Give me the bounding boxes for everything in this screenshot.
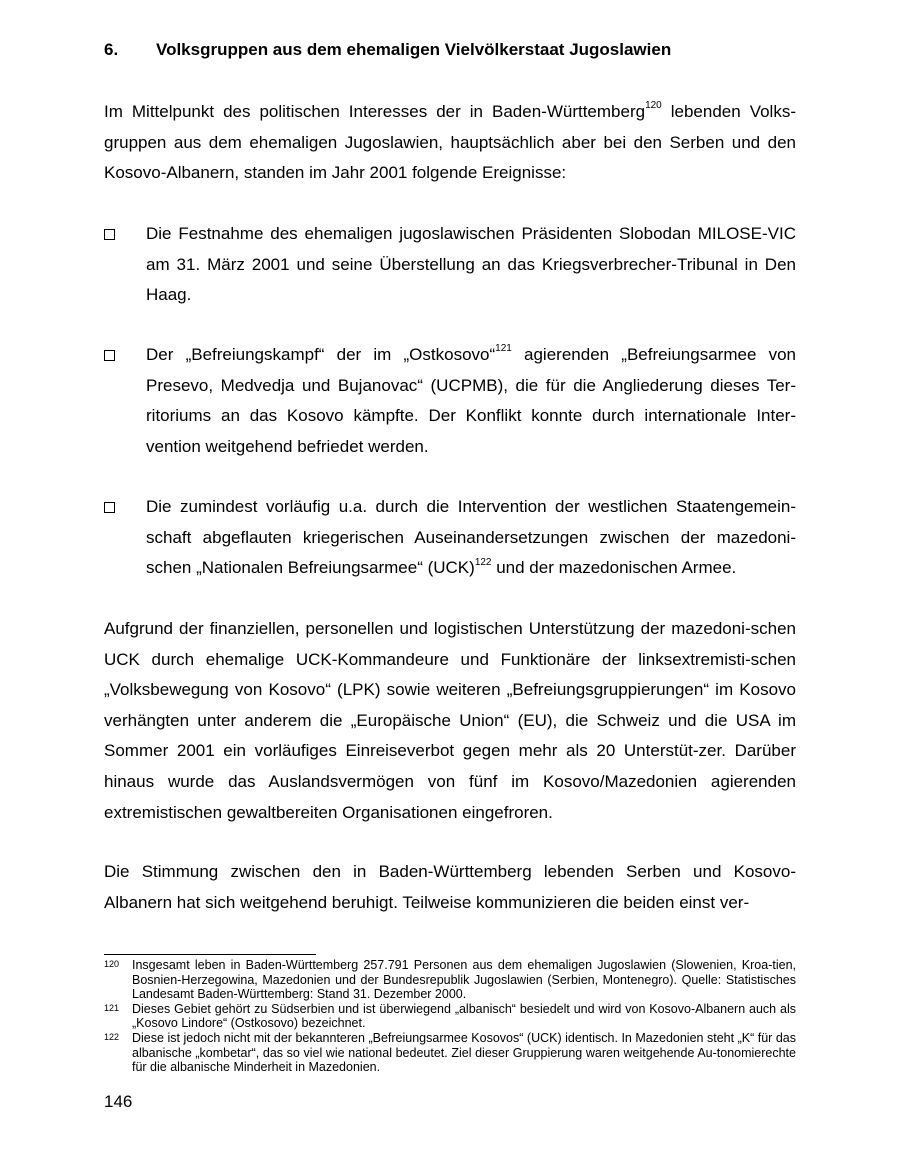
intro-text-start: Im Mittelpunkt des politischen Interesses der in Baden-Württemberg [104, 102, 646, 121]
footnote-number: 122 [104, 1031, 120, 1042]
body-paragraph: Aufgrund der finanziellen, personellen und logistischen Unterstützung der mazedoni-schen UCK durch ehemalige UCK-Kommandeure und Funktionäre der linksextremisti-schen „Volksbewegung von Kosovo“ (LPK) sowie weiteren „Befreiungsgruppierungen“ im Kosovo verhängten unter anderem die „Europäische Union“ (EU), die Schweiz und die USA im Sommer 2001 ein vorläufiges Einreiseverbot gegen mehr als 20 Unterstüt-zer. Darüber hinaus wurde das Auslandsvermögen von fünf im Kosovo/Mazedonien agierenden extremistischen gewaltbereiten Organisationen eingefroren. [104, 619, 796, 822]
bullet-text-end: und der mazedonischen Armee. [491, 558, 737, 578]
intro-paragraph [104, 97, 796, 189]
section-number: 6. [104, 40, 119, 59]
checkbox-bullet-icon [104, 350, 115, 361]
bullet-text-start: Die zumindest vorläufig u.a. durch die Intervention der westlichen Staatengemein-schaft abgeflauten kriegerischen Auseinandersetzungen zwischen der mazedoni-schen „Nationalen Befreiungsarmee“ (UCK) [146, 497, 796, 578]
footnote-divider [104, 954, 316, 955]
bullet-text-end: agierenden „Befreiungsarmee von Presevo, Medvedja und Bujanovac“ (UCPMB), die für die Angliederung dieses Ter-ritoriums an das Kosovo kämpfte. Der Konflikt konnte durch internationale Inter-vention weitgehend befriedet werden. [146, 345, 796, 456]
bullet-text: Die Festnahme des ehemaligen jugoslawischen Präsidenten Slobodan MILOSE-VIC am 31. März 2001 und seine Überstellung an das Kriegsverbrecher-Tribunal in Den Haag. [146, 224, 796, 305]
bullet-text [146, 492, 796, 584]
footnotes [104, 958, 796, 1075]
footnote-122 [104, 1031, 796, 1075]
checkbox-bullet-icon [104, 229, 115, 240]
section-title: Volksgruppen aus dem ehemaligen Vielvölkerstaat Jugoslawien [156, 40, 672, 59]
footnote-text: Diese ist jedoch nicht mit der bekannteren „Befreiungsarmee Kosovos“ (UCK) identisch. In Mazedonien steht „K“ für das albanische „kombetar“, das so viel wie national bedeutet. Ziel dieser Gruppierung waren weitgehende Au-tonomierechte für die albanische Minderheit in Mazedonien. [132, 1030, 796, 1075]
footnote-number: 120 [104, 959, 120, 969]
footnote-number: 121 [104, 1002, 120, 1013]
footnote-120 [104, 958, 796, 1002]
bullet-text [146, 340, 796, 462]
page-number: 146 [104, 1092, 133, 1111]
footnote-ref-120[interactable]: 120 [645, 100, 662, 112]
checkbox-bullet-icon [104, 502, 115, 513]
section-heading [104, 40, 671, 60]
footnote-ref-121[interactable]: 121 [495, 343, 512, 355]
footnote-121 [104, 1002, 796, 1031]
footnote-text: Insgesamt leben in Baden-Württemberg 257.791 Personen aus dem ehemaligen Jugoslawien (Slowenien, Kroa-tien, Bosnien-Herzegowina, Mazedonien und der Bundesrepublik Jugoslawien (Serbien, Montenegro). Quelle: Statistisches Landesamt Baden-Württemberg: Stand 31. Dezember 2000. [132, 958, 796, 1002]
body-paragraph: Die Stimmung zwischen den in Baden-Württemberg lebenden Serben und Kosovo-Albanern hat sich weitgehend beruhigt. Teilweise kommunizieren die beiden einst ver- [104, 862, 796, 912]
bullet-text-start: Der „Befreiungskampf“ der im „Ostkosovo“ [146, 345, 496, 364]
footnote-ref-122[interactable]: 122 [474, 556, 492, 568]
footnote-text: Dieses Gebiet gehört zu Südserbien und ist überwiegend „albanisch“ besiedelt und wird von Kosovo-Albanern auch als „Kosovo Lindore“ (Ostkosovo) bezeichnet. [132, 1001, 796, 1031]
intro-text-end: lebenden Volks-gruppen aus dem ehemaligen Jugoslawien, hauptsächlich aber bei den Serben und den Kosovo-Albanern, standen im Jahr 2001 folgende Ereignisse: [104, 102, 796, 183]
